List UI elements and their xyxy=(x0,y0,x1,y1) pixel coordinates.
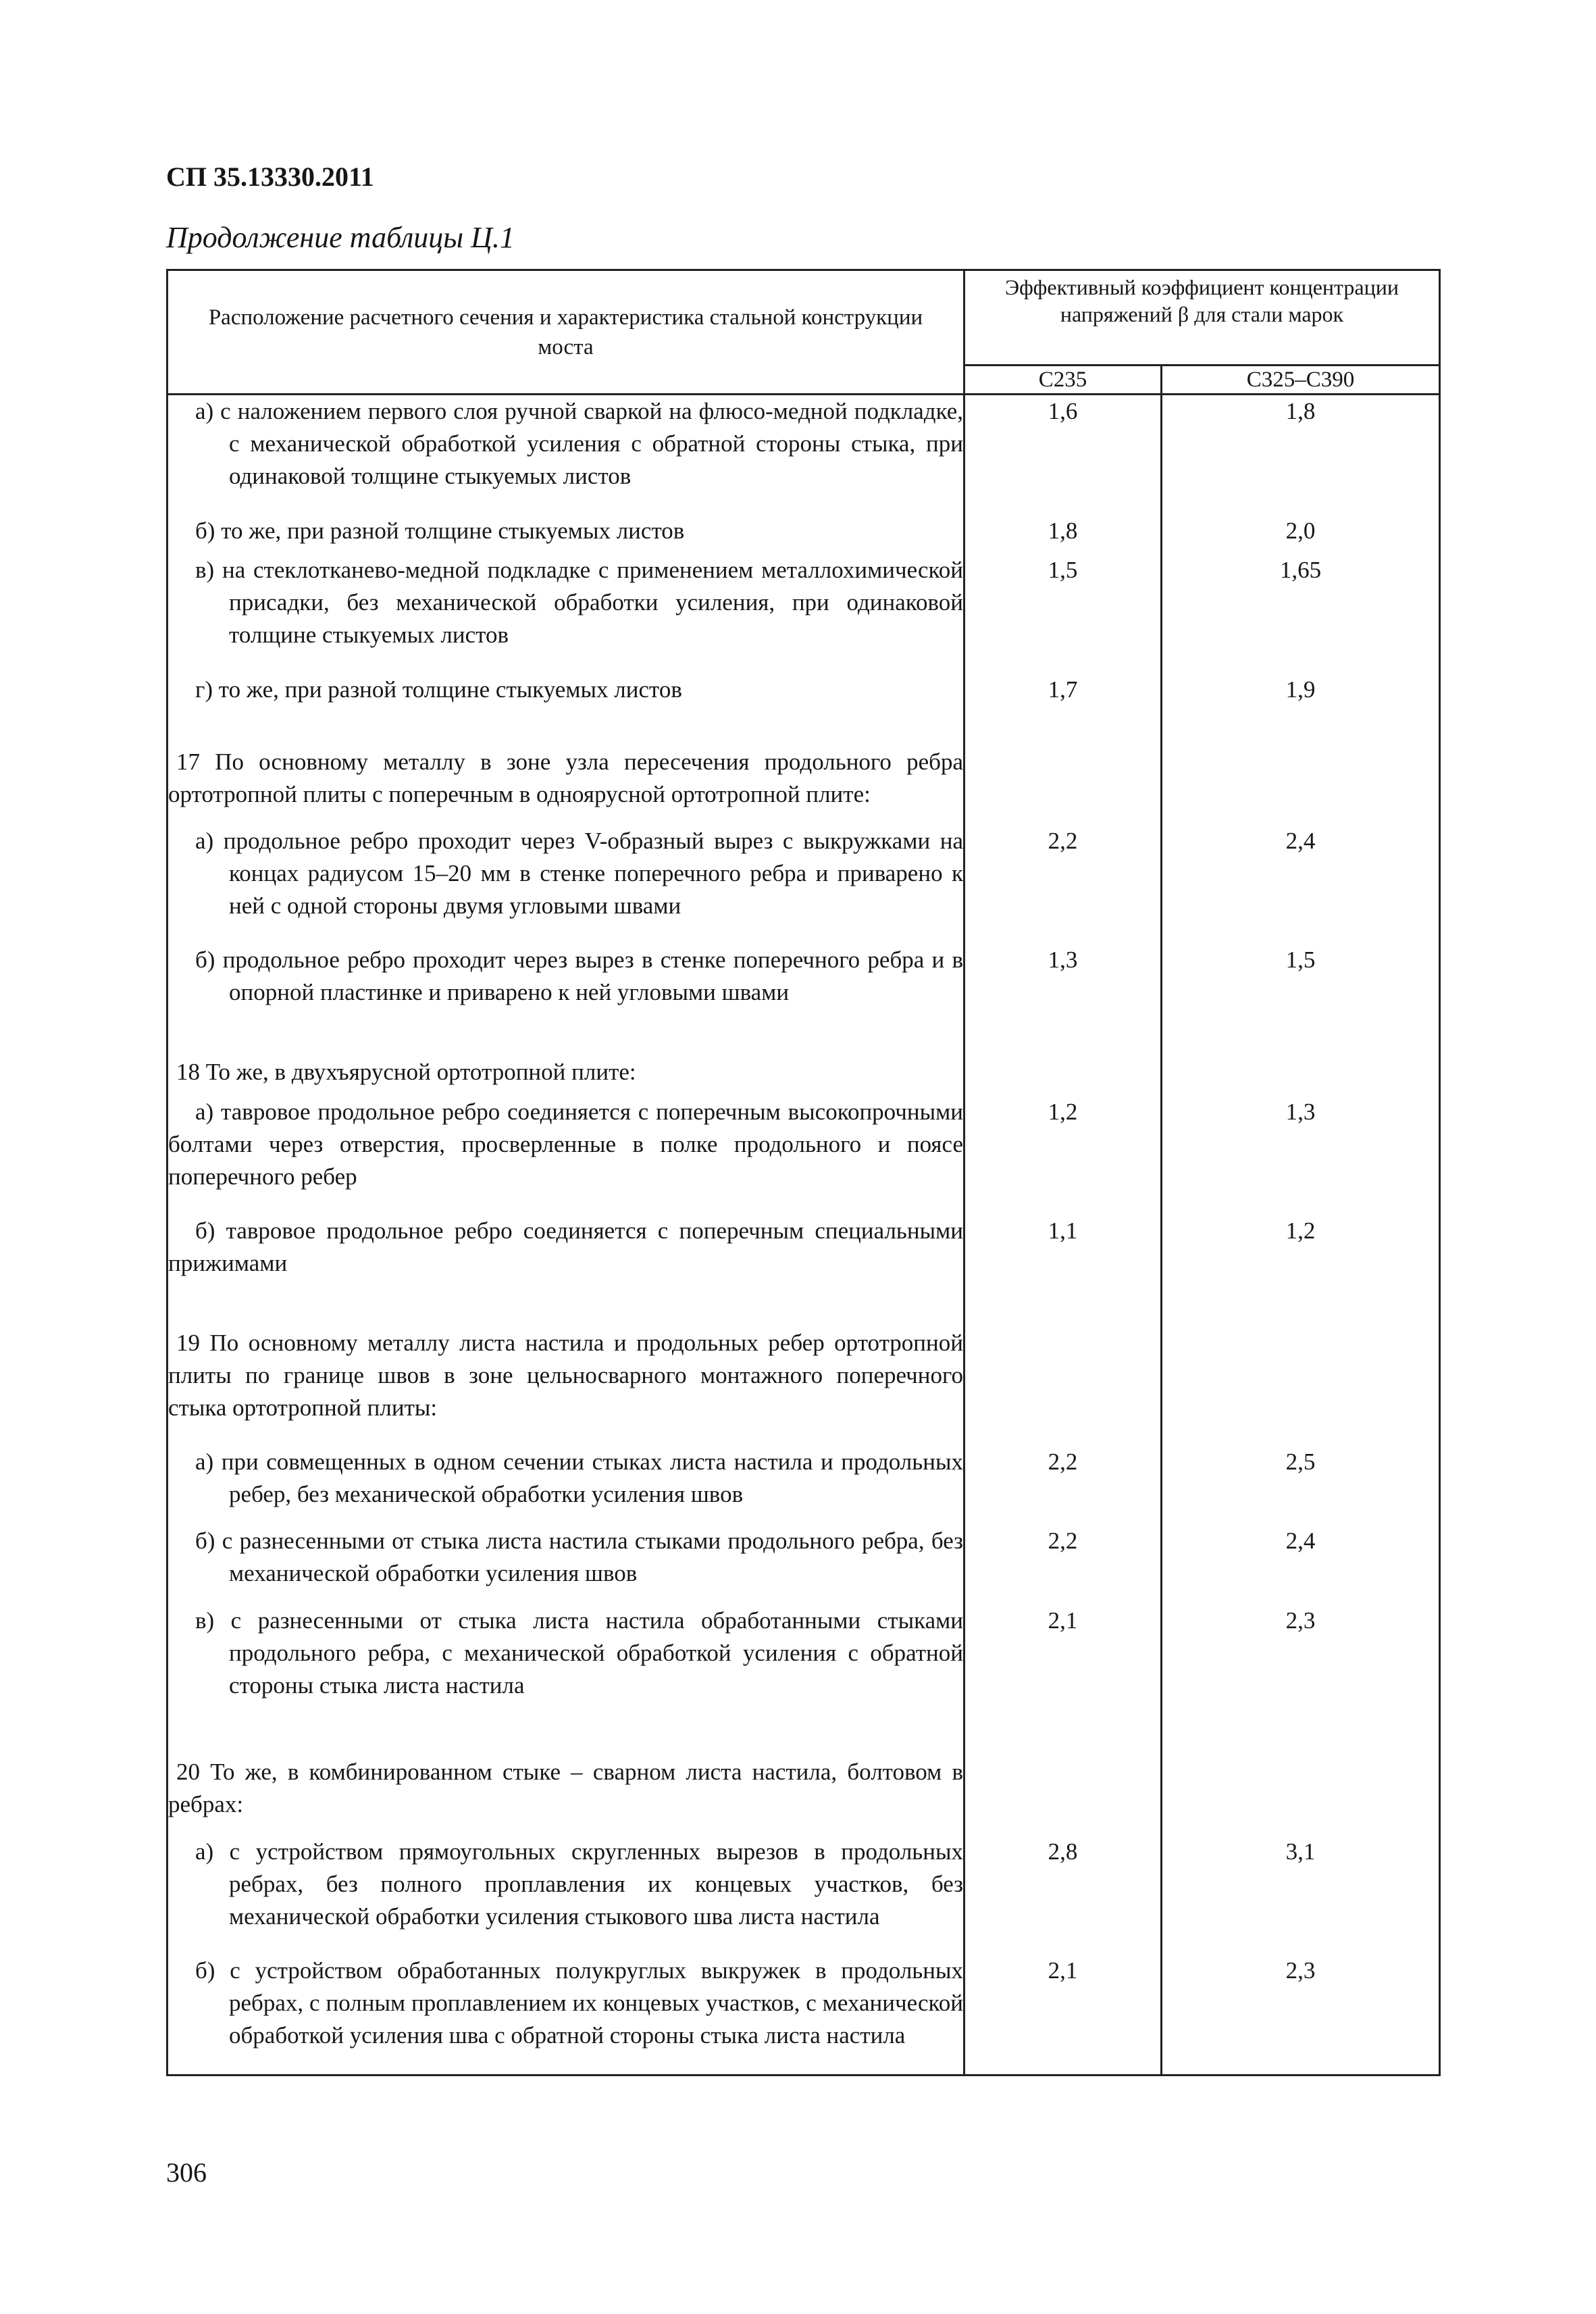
value-c325-c390: 2,4 xyxy=(1162,825,1440,944)
table-caption: Продолжение таблицы Ц.1 xyxy=(166,221,515,254)
value-c235: 1,2 xyxy=(964,1096,1162,1215)
table-row xyxy=(168,1836,1440,1955)
value-c235 xyxy=(964,2074,1162,2076)
table-row xyxy=(168,515,1440,555)
value-c325-c390 xyxy=(1162,713,1440,746)
value-c325-c390: 1,2 xyxy=(1162,1215,1440,1294)
row-description-text: а) при совмещенных в одном сечении стыках листа настила и продольных ребер, без механической обработки усиления швов xyxy=(195,1448,963,1507)
row-description xyxy=(168,1446,964,1526)
table-row xyxy=(168,1955,1440,2073)
table-row xyxy=(168,1096,1440,1215)
table-row xyxy=(168,554,1440,673)
value-c325-c390 xyxy=(1162,1024,1440,1056)
row-description xyxy=(168,674,964,713)
value-c235 xyxy=(964,1756,1162,1836)
value-c235 xyxy=(964,1024,1162,1056)
value-c235: 1,7 xyxy=(964,674,1162,713)
row-description xyxy=(168,825,964,944)
row-description xyxy=(168,554,964,673)
value-c235: 1,3 xyxy=(964,944,1162,1024)
row-description-text: б) с устройством обработанных полукруглых выкружек в продольных ребрах, с полным проплавлением их концевых участков, с механической обработкой усиления шва с обратной стороны стыка листа настила xyxy=(195,1957,963,2049)
table-row xyxy=(168,1446,1440,1526)
row-description-text: а) тавровое продольное ребро соединяется с поперечным высокопрочными болтами через отверстия, просверленные в полке продольного и поясе поперечного ребер xyxy=(168,1098,963,1190)
row-description-text: а) с устройством прямоугольных скругленных вырезов в продольных ребрах, без полного проплавления их концевых участков, без механической обработки усиления стыкового шва листа настила xyxy=(195,1838,963,1930)
value-c235 xyxy=(964,1327,1162,1446)
value-c325-c390: 2,0 xyxy=(1162,515,1440,555)
row-description-text: а) с наложением первого слоя ручной сваркой на флюсо-медной подкладке, с механической обработкой усиления с обратной стороны стыка, при одинаковой толщине стыкуемых листов xyxy=(195,398,963,489)
value-c325-c390: 1,8 xyxy=(1162,395,1440,515)
row-description xyxy=(168,1756,964,1836)
table-spacer-row xyxy=(168,1724,1440,1756)
page-number: 306 xyxy=(166,2157,207,2188)
value-c325-c390 xyxy=(1162,1294,1440,1327)
row-description xyxy=(168,1525,964,1605)
value-c325-c390 xyxy=(1162,1756,1440,1836)
value-c235: 2,2 xyxy=(964,1525,1162,1605)
value-c325-c390: 1,65 xyxy=(1162,554,1440,673)
header-grade-c325-c390: С325–С390 xyxy=(1162,366,1440,395)
table-row xyxy=(168,746,1440,826)
row-description xyxy=(168,1327,964,1446)
row-description xyxy=(168,1724,964,1756)
table-row xyxy=(168,1215,1440,1294)
table-row xyxy=(168,944,1440,1024)
table-row xyxy=(168,395,1440,515)
row-description-text: г) то же, при разной толщине стыкуемых листов xyxy=(195,676,682,703)
table-row xyxy=(168,1756,1440,1836)
value-c235: 2,8 xyxy=(964,1836,1162,1955)
value-c325-c390: 1,3 xyxy=(1162,1096,1440,1215)
value-c235 xyxy=(964,1724,1162,1756)
row-description xyxy=(168,1955,964,2073)
row-description xyxy=(168,746,964,826)
value-c235: 2,1 xyxy=(964,1605,1162,1724)
value-c325-c390 xyxy=(1162,1327,1440,1446)
value-c235: 2,2 xyxy=(964,825,1162,944)
value-c235: 2,2 xyxy=(964,1446,1162,1526)
row-description xyxy=(168,1215,964,1294)
value-c235 xyxy=(964,1294,1162,1327)
value-c325-c390: 2,5 xyxy=(1162,1446,1440,1526)
row-description-text: а) продольное ребро проходит через V-образный вырез с выкружками на концах радиусом 15–20 мм в стенке поперечного ребра и приварено к ней с одной стороны двумя угловыми швами xyxy=(195,828,963,920)
value-c235 xyxy=(964,1056,1162,1096)
table-header xyxy=(168,270,1440,395)
row-description-text: б) продольное ребро проходит через вырез в стенке поперечного ребра и в опорной пластинке и приварено к ней угловыми швами xyxy=(195,947,963,1006)
row-description-text: б) тавровое продольное ребро соединяется с поперечным специальными прижимами xyxy=(168,1217,963,1277)
row-description xyxy=(168,515,964,555)
value-c235 xyxy=(964,746,1162,826)
value-c325-c390 xyxy=(1162,1056,1440,1096)
table-body xyxy=(168,395,1440,2076)
value-c235: 1,1 xyxy=(964,1215,1162,1294)
row-description-text: в) с разнесенными от стыка листа настила обработанными стыками продольного ребра, с механической обработкой усиления с обратной стороны стыка листа настила xyxy=(195,1607,963,1699)
value-c325-c390 xyxy=(1162,746,1440,826)
value-c235: 2,1 xyxy=(964,1955,1162,2073)
row-description xyxy=(168,1836,964,1955)
value-c325-c390: 1,5 xyxy=(1162,944,1440,1024)
row-description xyxy=(168,2074,964,2076)
row-description-text: 19 По основному металлу листа настила и продольных ребер ортотропной плиты по границе швов в зоне цельносварного монтажного поперечного стыка ортотропной плиты: xyxy=(168,1329,963,1421)
value-c235 xyxy=(964,713,1162,746)
value-c235: 1,8 xyxy=(964,515,1162,555)
table-spacer-row xyxy=(168,1024,1440,1056)
value-c235: 1,6 xyxy=(964,395,1162,515)
row-description-text: в) на стеклотканево-медной подкладке с применением металлохимической присадки, без механической обработки усиления, при одинаковой толщине стыкуемых листов xyxy=(195,557,963,649)
value-c325-c390: 2,4 xyxy=(1162,1525,1440,1605)
row-description-text: б) то же, при разной толщине стыкуемых листов xyxy=(195,517,685,544)
table-row xyxy=(168,1605,1440,1724)
stress-concentration-table xyxy=(166,269,1441,2076)
value-c325-c390 xyxy=(1162,2074,1440,2076)
value-c235: 1,5 xyxy=(964,554,1162,673)
value-c325-c390 xyxy=(1162,1724,1440,1756)
table-row xyxy=(168,825,1440,944)
header-description: Расположение расчетного сечения и характеристика стальной конструкции моста xyxy=(168,270,964,395)
row-description-text: 20 То же, в комбинированном стыке – сварном листа настила, болтовом в ребрах: xyxy=(168,1759,963,1818)
table-spacer-row xyxy=(168,1294,1440,1327)
row-description xyxy=(168,1024,964,1056)
row-description xyxy=(168,713,964,746)
row-description xyxy=(168,944,964,1024)
row-description-text: 18 То же, в двухъярусной ортотропной плите: xyxy=(176,1058,636,1085)
row-description-text: 17 По основному металлу в зоне узла пересечения продольного ребра ортотропной плиты с поперечным в одноярусной ортотропной плите: xyxy=(168,748,963,807)
header-grade-c235: С235 xyxy=(964,366,1162,395)
row-description xyxy=(168,1096,964,1215)
row-description xyxy=(168,1294,964,1327)
value-c325-c390: 2,3 xyxy=(1162,1605,1440,1724)
table-spacer-row xyxy=(168,2074,1440,2076)
table-row xyxy=(168,1056,1440,1096)
row-description xyxy=(168,1605,964,1724)
document-code: СП 35.13330.2011 xyxy=(166,161,374,192)
table-row xyxy=(168,1525,1440,1605)
row-description xyxy=(168,1056,964,1096)
row-description-text: б) с разнесенными от стыка листа настила стыками продольного ребра, без механической обработки усиления швов xyxy=(195,1528,963,1587)
table-row xyxy=(168,674,1440,713)
table-spacer-row xyxy=(168,713,1440,746)
table-row xyxy=(168,1327,1440,1446)
row-description xyxy=(168,395,964,515)
value-c325-c390: 3,1 xyxy=(1162,1836,1440,1955)
value-c325-c390: 1,9 xyxy=(1162,674,1440,713)
header-coefficient-group: Эффективный коэффициент концентрации напряжений β для стали марок xyxy=(964,270,1440,366)
value-c325-c390: 2,3 xyxy=(1162,1955,1440,2073)
